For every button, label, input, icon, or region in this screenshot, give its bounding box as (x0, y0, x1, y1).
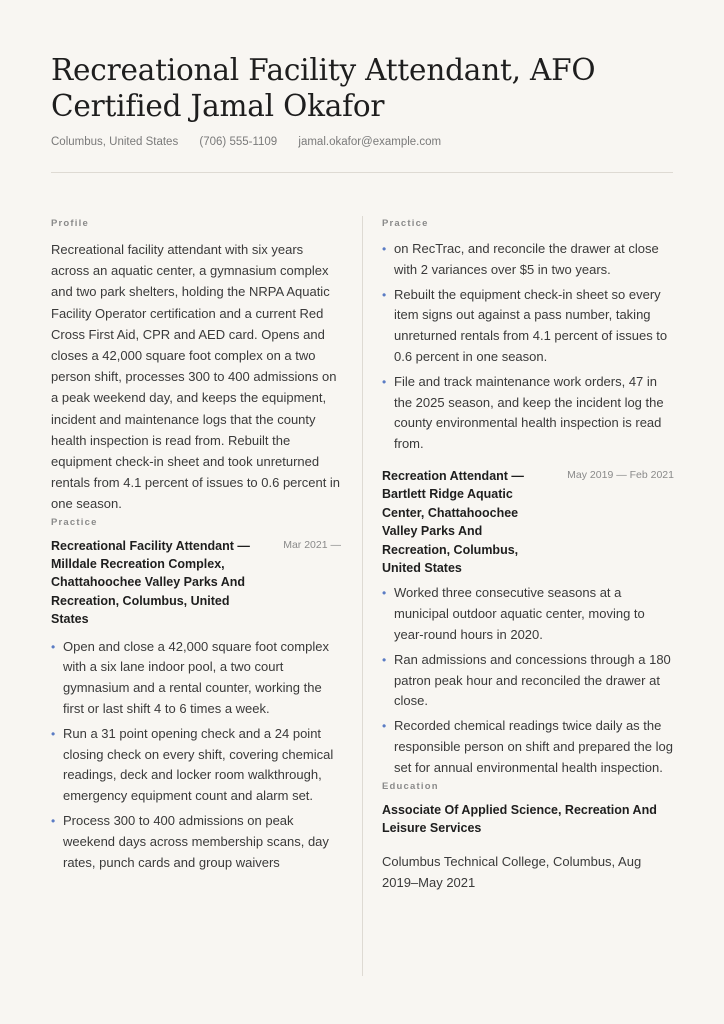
job-bullets-bartlett (382, 583, 674, 778)
job-header-bartlett (382, 467, 674, 577)
profile-label: Profile (51, 218, 89, 229)
list-item: • on RecTrac, and reconcile the drawer at close with 2 variances over $5 in two years. (382, 239, 674, 281)
job-header-milldale (51, 537, 341, 629)
practice-label-right: Practice (382, 218, 429, 229)
location: Columbus, United States (51, 136, 179, 148)
phone: (706) 555-1109 (199, 136, 278, 148)
job-date-milldale: Mar 2021 — (283, 538, 341, 551)
education-detail: Columbus Technical College, Columbus, Aug 2019–May 2021 (382, 854, 642, 891)
job-title-bartlett: Recreation Attendant — Bartlett Ridge Aquatic Center, Chattahoochee Valley Parks And Recreation, Columbus, United States (382, 468, 524, 575)
list-item: • Open and close a 42,000 square foot complex with a six lane indoor pool, a two court gymnasium and a rental counter, working the first or last shift 4 to 6 times a week. (51, 637, 341, 720)
list-item: • Recorded chemical readings twice daily as the responsible person on shift and prepared the log set for annual environmental health inspection. (382, 716, 674, 778)
list-item: • Ran admissions and concessions through a 180 patron peak hour and reconciled the drawer at close. (382, 650, 674, 712)
education-label: Education (382, 780, 439, 792)
contact-line (51, 136, 459, 148)
list-item: • Run a 31 point opening check and a 24 point closing check on every shift, covering chemical readings, deck and locker room walkthrough, emergency equipment count and alarm set. (51, 724, 341, 807)
list-item: • Worked three consecutive seasons at a municipal outdoor aquatic center, moving to year-round hours in 2020. (382, 583, 674, 645)
candidate-name: Recreational Facility Attendant, AFO Certified Jamal Okafor (51, 53, 596, 123)
list-item: • Rebuilt the equipment check-in sheet so every item signs out against a pass number, taking unreturned rentals from 4.1 percent of issues to 0.6 percent in one season. (382, 285, 674, 368)
column-divider (362, 216, 363, 976)
list-item: • Process 300 to 400 admissions on peak weekend days across membership scans, day rates, punch cards and group waivers (51, 811, 341, 873)
header-divider (51, 172, 673, 173)
practice-label-left: Practice (51, 516, 98, 528)
left-column (51, 218, 341, 877)
list-item: • File and track maintenance work orders, 47 in the 2025 season, and keep the incident log the county environmental health inspection is read from. (382, 372, 674, 455)
email: jamal.okafor@example.com (298, 136, 442, 148)
job-date-bartlett: May 2019 — Feb 2021 (567, 468, 674, 481)
degree-title: Associate Of Applied Science, Recreation And Leisure Services (382, 802, 657, 835)
right-column (382, 218, 674, 893)
job-title-milldale: Recreational Facility Attendant — Milldale Recreation Complex, Chattahoochee Valley Parks And Recreation, Columbus, United States (51, 538, 250, 627)
profile-summary: Recreational facility attendant with six years across an aquatic center, a gymnasium complex and two park shelters, holding the NRPA Aquatic Facility Operator certification and a current Red Cross First Aid, CPR and AED card. Opens and closes a 42,000 square foot complex on a two person shift, processes 300 to 400 admissions on a peak weekend day, and keeps the equipment, incident and maintenance logs that the county health inspection is read from. Rebuilt the equipment check-in sheet and took unreturned rentals from 4.1 percent of issues to 0.6 percent in one season. (51, 242, 341, 512)
job-bullets-milldale (51, 637, 341, 874)
continued-bullets (382, 239, 674, 455)
